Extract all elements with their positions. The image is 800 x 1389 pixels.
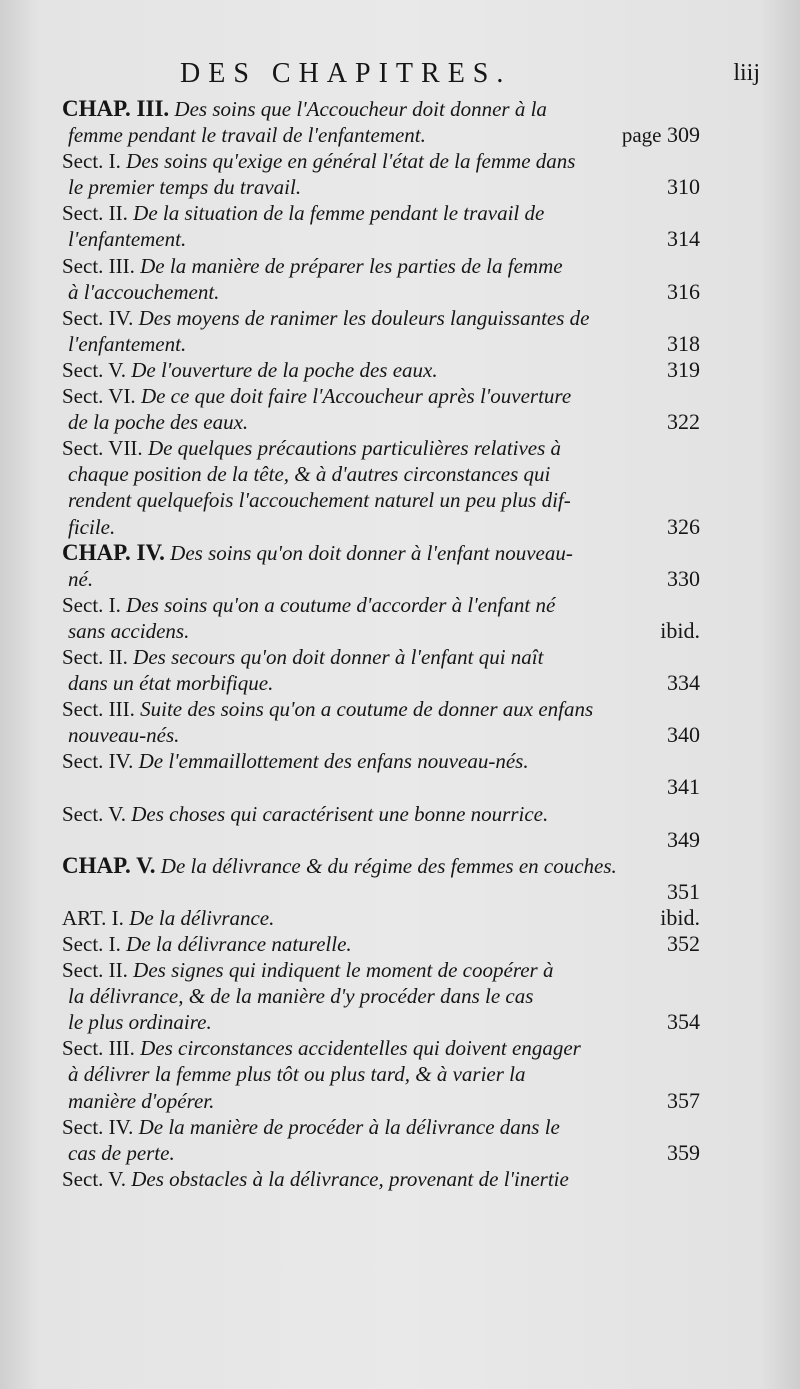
entry-first-line (62, 253, 700, 279)
toc-entry (62, 957, 700, 1035)
entry-first-line (62, 853, 700, 879)
entry-title-text: De la délivrance & du régime des femmes en couches. (160, 853, 617, 878)
entry-first-line (62, 696, 700, 722)
entry-title-text: De la délivrance naturelle. (126, 932, 352, 956)
toc-entry (62, 931, 700, 957)
entry-first-line (62, 957, 700, 983)
entry-label: Sect. VI. (62, 384, 136, 409)
entry-first-line (62, 96, 700, 122)
entry-continuation-line (62, 1009, 700, 1035)
entry-title-text: De quelques précautions particulières relatives à (147, 436, 562, 461)
entry-first-line (62, 200, 700, 226)
page-number-value: 330 (667, 565, 700, 591)
entry-first-line (62, 383, 700, 409)
entry-continuation-line (62, 1061, 700, 1087)
entry-continuation-line (62, 487, 700, 513)
entry-title-text: rendent quelquefois l'accouchement naturel un peu plus dif- (68, 488, 571, 513)
entry-first-line (62, 305, 700, 331)
page-number (667, 1088, 700, 1114)
entry-first-line (62, 1166, 700, 1192)
page-number (660, 905, 700, 931)
entry-continuation-line (62, 879, 700, 905)
toc-entry (62, 435, 700, 539)
page-number (667, 279, 700, 305)
entry-title-text: Des secours qu'on doit donner à l'enfant qui naît (133, 644, 544, 669)
toc-entry (62, 96, 700, 148)
page-number-value: 359 (667, 1139, 700, 1165)
page-number (667, 774, 700, 800)
page-word: page (621, 123, 662, 148)
toc-entry (62, 853, 700, 905)
entry-title-text: nouveau-nés. (68, 723, 180, 748)
entry-title-text: de la poche des eaux. (68, 410, 249, 435)
entry-first-line (62, 148, 700, 174)
toc-entry (62, 644, 700, 696)
entry-label: Sect. III. (62, 1036, 135, 1061)
entry-label: Sect. I. (62, 149, 121, 174)
page-number (667, 174, 700, 200)
entry-title-text: sans accidens. (68, 618, 190, 643)
page-number (667, 670, 700, 696)
page-number (667, 357, 700, 383)
entry-title-text: chaque position de la tête, & à d'autres circonstances qui (68, 462, 551, 487)
entry-continuation-line (62, 279, 700, 305)
entry-first-line (62, 357, 700, 383)
entry-continuation-line (62, 618, 700, 644)
page-number-value: 334 (667, 670, 700, 696)
entry-first-line (62, 435, 700, 461)
toc-entry (62, 357, 700, 383)
page-number-value: 322 (667, 409, 700, 435)
entry-label: Sect. VII. (62, 436, 143, 461)
entry-label: Sect. II. (62, 644, 128, 669)
entry-label: Sect. V. (62, 1166, 126, 1191)
entry-first-line (62, 1035, 700, 1061)
entry-title-text: De la délivrance. (129, 905, 275, 930)
entry-title-text: Des soins qu'on a coutume d'accorder à l'enfant né (126, 592, 556, 617)
page-number (660, 618, 700, 644)
page-number (667, 931, 700, 957)
entry-title-text: femme pendant le travail de l'enfantement. (68, 123, 426, 148)
entry-first-line (62, 540, 700, 566)
entry-title-text: De la situation de la femme pendant le travail de (133, 201, 545, 226)
toc-entry (62, 200, 700, 252)
entry-title-text: Suite des soins qu'on a coutume de donner aux enfans (140, 697, 594, 722)
entry-title-text: ficile. (68, 514, 116, 539)
page-number (667, 409, 700, 435)
running-title: DES CHAPITRES. (180, 58, 512, 89)
entry-title-text: De l'emmaillottement des enfans nouveau-nés. (138, 749, 529, 774)
page-number-value: 352 (667, 931, 700, 956)
entry-first-line (62, 748, 700, 774)
entry-continuation-line (62, 983, 700, 1009)
entry-title-text: Des moyens de ranimer les douleurs languissantes de (138, 305, 590, 330)
entry-label: Sect. II. (62, 201, 128, 226)
entry-label: CHAP. IV. (62, 539, 165, 565)
entry-title-text: Des soins qu'on doit donner à l'enfant nouveau- (170, 540, 573, 565)
page-number-value: 314 (667, 226, 700, 252)
page-number-value: 354 (667, 1009, 700, 1035)
toc-entry (62, 1166, 700, 1192)
entry-title-text: la délivrance, & de la manière d'y procéder dans le cas (68, 984, 534, 1009)
entry-continuation-line (62, 774, 700, 800)
entry-title-text: à délivrer la femme plus tôt ou plus tard, & à varier la (68, 1062, 526, 1087)
entry-continuation-line (62, 331, 700, 357)
toc-entry (62, 696, 700, 748)
entry-label: Sect. I. (62, 592, 121, 617)
entry-title-text: De l'ouverture de la poche des eaux. (131, 357, 438, 382)
entry-continuation-line (62, 514, 700, 540)
toc-entry (62, 148, 700, 200)
page-number-value: 316 (667, 278, 700, 304)
page-number-value: 351 (667, 878, 700, 904)
entry-title-text: le premier temps du travail. (68, 175, 302, 200)
entry-label: Sect. IV. (62, 1114, 134, 1139)
entry-label: Sect. III. (62, 697, 135, 722)
entry-continuation-line (62, 409, 700, 435)
entry-continuation-line (62, 461, 700, 487)
entry-label: Sect. V. (62, 357, 126, 382)
entry-first-line (62, 592, 700, 618)
entry-title-text: manière d'opérer. (68, 1088, 215, 1113)
entry-continuation-line (62, 827, 700, 853)
entry-title-text: né. (68, 566, 94, 591)
entry-title-text: à l'accouchement. (68, 279, 220, 304)
entry-title-text: cas de perte. (68, 1140, 175, 1165)
entry-title-text: Des choses qui caractérisent une bonne nourrice. (131, 801, 549, 826)
toc-entry (62, 305, 700, 357)
page-number-value: 318 (667, 330, 700, 356)
entry-first-line (62, 1114, 700, 1140)
entry-continuation-line (62, 722, 700, 748)
entry-title-text: l'enfantement. (68, 227, 187, 252)
page-number-value: ibid. (660, 617, 700, 643)
entry-continuation-line (62, 670, 700, 696)
toc-entry (62, 1035, 700, 1113)
page-number (667, 1009, 700, 1035)
page-number (667, 722, 700, 748)
entry-label: Sect. II. (62, 958, 128, 983)
entry-continuation-line (62, 122, 700, 148)
page-number (667, 331, 700, 357)
page-number-value: 319 (667, 356, 700, 382)
page-number-value: 310 (667, 174, 700, 200)
page-number-value: 341 (667, 774, 700, 800)
page-header (0, 58, 800, 98)
page-number (667, 514, 700, 540)
page-number (667, 1140, 700, 1166)
entry-label: CHAP. III. (62, 96, 170, 121)
entry-title-text: Des soins qu'exige en général l'état de la femme dans (126, 149, 576, 174)
entry-continuation-line (62, 566, 700, 592)
page-number-value: 326 (667, 513, 700, 539)
entry-continuation-line (62, 1140, 700, 1166)
toc-entry (62, 253, 700, 305)
entry-label: Sect. IV. (62, 749, 134, 774)
entry-title-text: Des circonstances accidentelles qui doivent engager (140, 1036, 581, 1061)
entry-first-line (62, 905, 700, 931)
entry-title-text: Des obstacles à la délivrance, provenant de l'inertie (131, 1166, 569, 1191)
table-of-contents (62, 96, 700, 1192)
page-folio: liij (733, 60, 760, 86)
toc-entry (62, 592, 700, 644)
page-number-value: 357 (667, 1087, 700, 1113)
page-number (667, 827, 700, 853)
entry-title-text: De la manière de préparer les parties de la femme (140, 253, 563, 278)
entry-title-text: Des soins que l'Accoucheur doit donner à la (174, 97, 547, 121)
entry-title-text: De ce que doit faire l'Accoucheur après l'ouverture (140, 384, 572, 409)
toc-entry (62, 540, 700, 592)
entry-label: ART. I. (62, 905, 124, 930)
entry-label: Sect. III. (62, 253, 135, 278)
entry-title-text: le plus ordinaire. (68, 1010, 212, 1035)
entry-label: Sect. V. (62, 801, 126, 826)
page-number (667, 226, 700, 252)
entry-first-line (62, 644, 700, 670)
entry-first-line (62, 931, 700, 957)
page-number-value: 340 (667, 722, 700, 748)
entry-continuation-line (62, 1088, 700, 1114)
entry-title-text: l'enfantement. (68, 331, 187, 356)
entry-label: Sect. IV. (62, 305, 134, 330)
toc-entry (62, 905, 700, 931)
entry-title-text: De la manière de procéder à la délivrance dans le (138, 1114, 560, 1139)
toc-entry (62, 1114, 700, 1166)
page-number-value: ibid. (660, 904, 700, 930)
page-number (667, 879, 700, 905)
entry-title-text: dans un état morbifique. (68, 671, 274, 696)
page-number-value: 349 (667, 826, 700, 852)
toc-entry (62, 383, 700, 435)
entry-label: CHAP. V. (62, 852, 156, 878)
page-number (622, 122, 700, 148)
entry-first-line (62, 801, 700, 827)
entry-continuation-line (62, 226, 700, 252)
page-number (667, 566, 700, 592)
entry-continuation-line (62, 174, 700, 200)
entry-title-text: Des signes qui indiquent le moment de coopérer à (133, 958, 554, 983)
toc-entry (62, 748, 700, 800)
toc-entry (62, 801, 700, 853)
entry-label: Sect. I. (62, 932, 121, 956)
page-number-value: 309 (667, 122, 700, 148)
